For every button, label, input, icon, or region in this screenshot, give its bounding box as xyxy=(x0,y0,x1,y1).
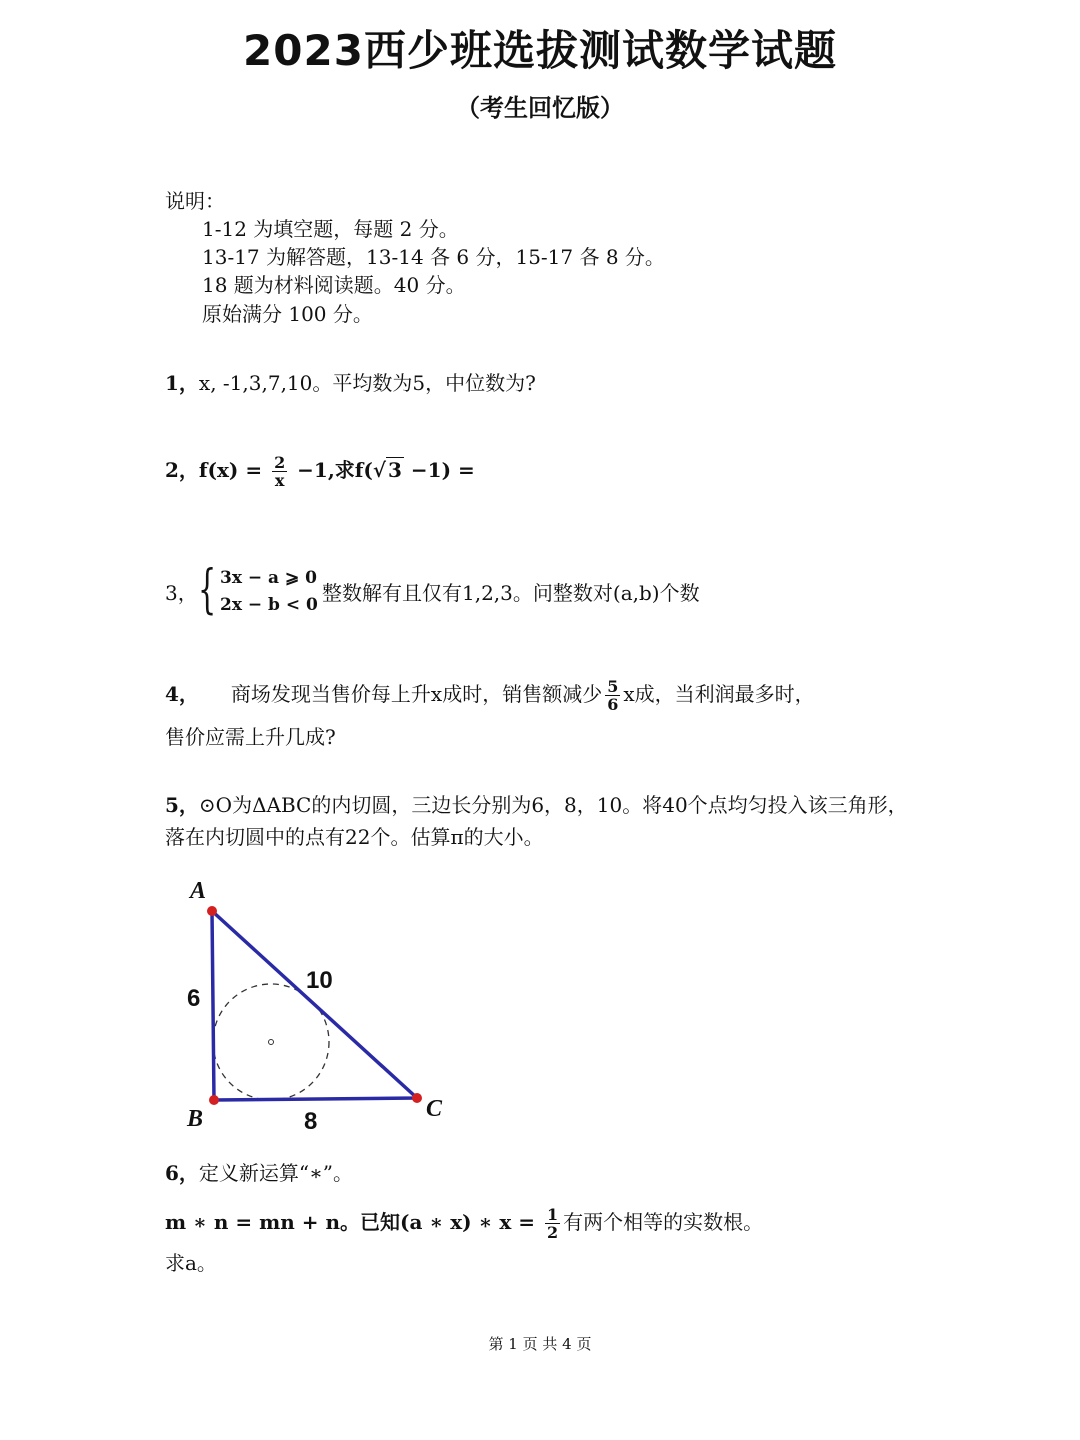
question-6-line-2 xyxy=(165,1206,763,1241)
brace: { xyxy=(198,560,217,620)
function-lhs: f(x) = xyxy=(198,458,270,482)
notes-line-4: 原始满分 100 分。 xyxy=(202,302,373,326)
question-number: 5， xyxy=(165,793,199,817)
vertex-b-label: B xyxy=(187,1106,204,1132)
fraction-numerator: 5 xyxy=(607,677,619,696)
page-title: 2023西少班选拔测试数学试题 xyxy=(243,26,837,75)
question-2 xyxy=(165,454,475,489)
question-4 xyxy=(165,678,815,713)
question-3-number: 3， xyxy=(165,581,198,605)
question-6 xyxy=(165,1160,353,1186)
question-number: 1， xyxy=(165,371,199,395)
operation-definition: m ∗ n = mn + n。已知(a ∗ x) ∗ x = xyxy=(165,1210,542,1234)
question-text: x, -1,3,7,10。平均数为5，中位数为? xyxy=(198,371,536,395)
page-footer: 第 1 页 共 4 页 xyxy=(488,1335,592,1353)
inequality-1: 3x − a ⩾ 0 xyxy=(220,568,317,588)
fraction-denominator: 2 xyxy=(546,1223,559,1242)
question-text: ⊙O为ΔABC的内切圆，三边长分别为6，8，10。将40个点均匀投入该三角形， xyxy=(198,793,908,817)
vertex-c-point xyxy=(412,1093,422,1103)
question-text-cont: 有两个相等的实数根。 xyxy=(563,1210,764,1234)
expression-mid: −1,求f( xyxy=(290,458,373,482)
notes-line-3: 18 题为材料阅读题。40 分。 xyxy=(202,273,466,297)
vertex-b-point xyxy=(209,1095,219,1105)
sqrt-radicand: 3 xyxy=(388,458,402,482)
vertex-a-point xyxy=(207,906,217,916)
incircle-center xyxy=(269,1040,274,1045)
sqrt-symbol: √ xyxy=(372,458,387,482)
fraction-numerator: 1 xyxy=(546,1205,559,1224)
triangle-figure xyxy=(180,870,480,1140)
inequality-2: 2x − b < 0 xyxy=(220,595,318,615)
question-number: 2， xyxy=(165,458,199,482)
question-number: 6， xyxy=(165,1161,199,1185)
notes-line-2: 13-17 为解答题，13-14 各 6 分，15-17 各 8 分。 xyxy=(202,245,665,269)
vertex-c-label: C xyxy=(426,1096,443,1122)
fraction xyxy=(272,454,287,489)
fraction-denominator: x xyxy=(274,471,285,490)
question-4-line-2: 售价应需上升几成? xyxy=(165,725,336,749)
question-5-line-2: 落在内切圆中的点有22个。估算π的大小。 xyxy=(165,825,544,849)
question-text-cont: x成，当利润最多时， xyxy=(623,682,815,706)
notes-line-1: 1-12 为填空题，每题 2 分。 xyxy=(202,217,459,241)
page-subtitle: （考生回忆版） xyxy=(456,94,624,122)
vertex-a-label: A xyxy=(190,878,207,904)
triangle xyxy=(212,911,417,1100)
question-text: 定义新运算“∗”。 xyxy=(198,1161,353,1185)
question-text: 商场发现当售价每上升x成时，销售额减少 xyxy=(230,682,603,706)
side-ac-label: 10 xyxy=(306,967,333,994)
notes-label: 说明： xyxy=(165,189,225,213)
fraction-denominator: 6 xyxy=(607,695,619,714)
side-bc-label: 8 xyxy=(304,1108,318,1135)
fraction xyxy=(545,1206,560,1241)
side-ab-label: 6 xyxy=(187,985,201,1012)
question-6-line-3: 求a。 xyxy=(165,1251,217,1275)
question-1 xyxy=(165,370,536,396)
question-5 xyxy=(165,792,908,818)
expression-tail: −1) = xyxy=(403,458,475,482)
question-3-text: 整数解有且仅有1,2,3。问整数对(a,b)个数 xyxy=(322,581,700,605)
question-number: 4， xyxy=(165,682,199,706)
fraction xyxy=(605,678,620,713)
inequality-system xyxy=(198,560,318,622)
fraction-numerator: 2 xyxy=(274,453,286,472)
